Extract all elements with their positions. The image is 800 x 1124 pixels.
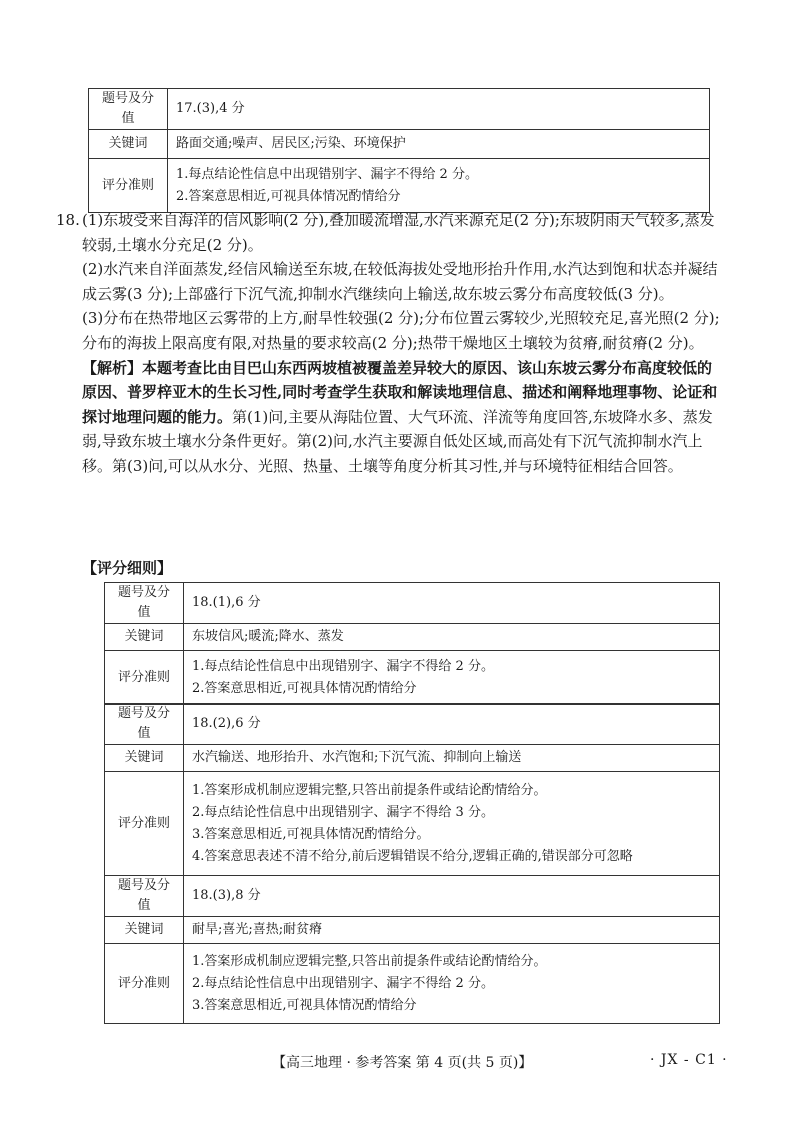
rule-item: 2.答案意思相近,可视具体情况酌情给分 [192, 680, 417, 696]
keyword-value: 耐旱;喜光;喜热;耐贫瘠 [184, 917, 720, 944]
rule-item: 3.答案意思相近,可视具体情况酌情给分。 [192, 826, 430, 842]
keyword-label: 关键词 [105, 917, 184, 944]
rule-label: 评分准则 [105, 772, 184, 876]
footer-code: · JX - C1 · [650, 1052, 728, 1068]
header-value: 18.(2),6 分 [184, 704, 720, 745]
header-label: 题号及分值 [105, 876, 184, 917]
scoring-table-18-1 [104, 582, 720, 705]
rules-cell [168, 159, 710, 213]
rule-label: 评分准则 [105, 651, 184, 705]
header-value: 18.(1),6 分 [184, 583, 720, 624]
answer-part-2: (2)水汽来自洋面蒸发,经信风输送至东坡,在较低海拔处受地形抬升作用,水汽达到饱和状态并凝结成云雾(3 分);上部盛行下沉气流,抑制水汽继续向上输送,故东坡云雾分布高度较低(3 分)。 [82, 260, 718, 303]
rule-item: 2.答案意思相近,可视具体情况酌情给分 [176, 188, 401, 204]
rule-item: 2.每点结论性信息中出现错别字、漏字不得给 3 分。 [192, 804, 494, 820]
rule-item: 1.每点结论性信息中出现错别字、漏字不得给 2 分。 [176, 166, 478, 182]
keyword-label: 关键词 [105, 624, 184, 651]
rule-item: 2.每点结论性信息中出现错别字、漏字不得给 2 分。 [192, 975, 494, 991]
header-value: 18.(3),8 分 [184, 876, 720, 917]
rule-item: 1.答案形成机制应逻辑完整,只答出前提条件或结论酌情给分。 [192, 782, 547, 798]
answer-18 [56, 208, 722, 479]
rules-cell [184, 944, 720, 1024]
analysis-bold: 【解析】本题考查比由目巴山东西两坡植被覆盖差异较大的原因、该山东坡云雾分布高度较低的原因、普罗梓亚木的生长习性,同时考查学生获取和解读地理信息、描述和阐释地理事物、论证和探讨地理问题的能力。 [82, 358, 718, 426]
rule-item: 3.答案意思相近,可视具体情况酌情给分 [192, 997, 417, 1013]
header-value: 17.(3),4 分 [168, 89, 710, 130]
rule-item: 1.每点结论性信息中出现错别字、漏字不得给 2 分。 [192, 658, 494, 674]
scoring-table-18-2 [104, 703, 720, 876]
keyword-label: 关键词 [89, 130, 168, 159]
header-label: 题号及分值 [105, 583, 184, 624]
scoring-table-17 [88, 88, 710, 213]
answer-part-3: (3)分布在热带地区云雾带的上方,耐旱性较强(2 分);分布位置云雾较少,光照较充足,喜光照(2 分);分布的海拔上限高度有限,对热量的要求较高(2 分);热带干燥地区土壤较为贫瘠,耐贫瘠(2 分)。 [82, 309, 720, 352]
scoring-table-18-3 [104, 875, 720, 1024]
analysis-paragraph [82, 356, 722, 479]
question-number: 18. [56, 211, 80, 229]
analysis-normal: 第(1)问,主要从海陆位置、大气环流、洋流等角度回答,东坡降水多、蒸发弱,导致东坡土壤水分条件更好。第(2)问,水汽主要源自低处区域,而高处有下沉气流抑制水汽上移。第(3)问,可以从水分、光照、热量、土壤等角度分析其习性,并与环境特征相结合回答。 [82, 407, 713, 475]
rules-cell [184, 651, 720, 705]
rule-label: 评分准则 [105, 944, 184, 1024]
rule-item: 4.答案意思表述不清不给分,前后逻辑错误不给分,逻辑正确的,错误部分可忽略 [192, 848, 633, 864]
header-label: 题号及分值 [105, 704, 184, 745]
footer-title: 【高三地理 · 参考答案 第 4 页(共 5 页)】 [272, 1055, 533, 1071]
section-title: 【评分细则】 [82, 559, 173, 577]
header-label: 题号及分值 [89, 89, 168, 130]
keyword-value: 东坡信风;暖流;降水、蒸发 [184, 624, 720, 651]
answer-part-1: (1)东坡受来自海洋的信风影响(2 分),叠加暖流增湿,水汽来源充足(2 分);东坡阴雨天气较多,蒸发较弱,土壤水分充足(2 分)。 [82, 211, 715, 254]
keyword-value: 水汽输送、地形抬升、水汽饱和;下沉气流、抑制向上输送 [184, 745, 720, 772]
rule-item: 1.答案形成机制应逻辑完整,只答出前提条件或结论酌情给分。 [192, 953, 547, 969]
keyword-value: 路面交通;噪声、居民区;污染、环境保护 [168, 130, 710, 159]
rules-cell [184, 772, 720, 876]
keyword-label: 关键词 [105, 745, 184, 772]
rule-label: 评分准则 [89, 159, 168, 213]
